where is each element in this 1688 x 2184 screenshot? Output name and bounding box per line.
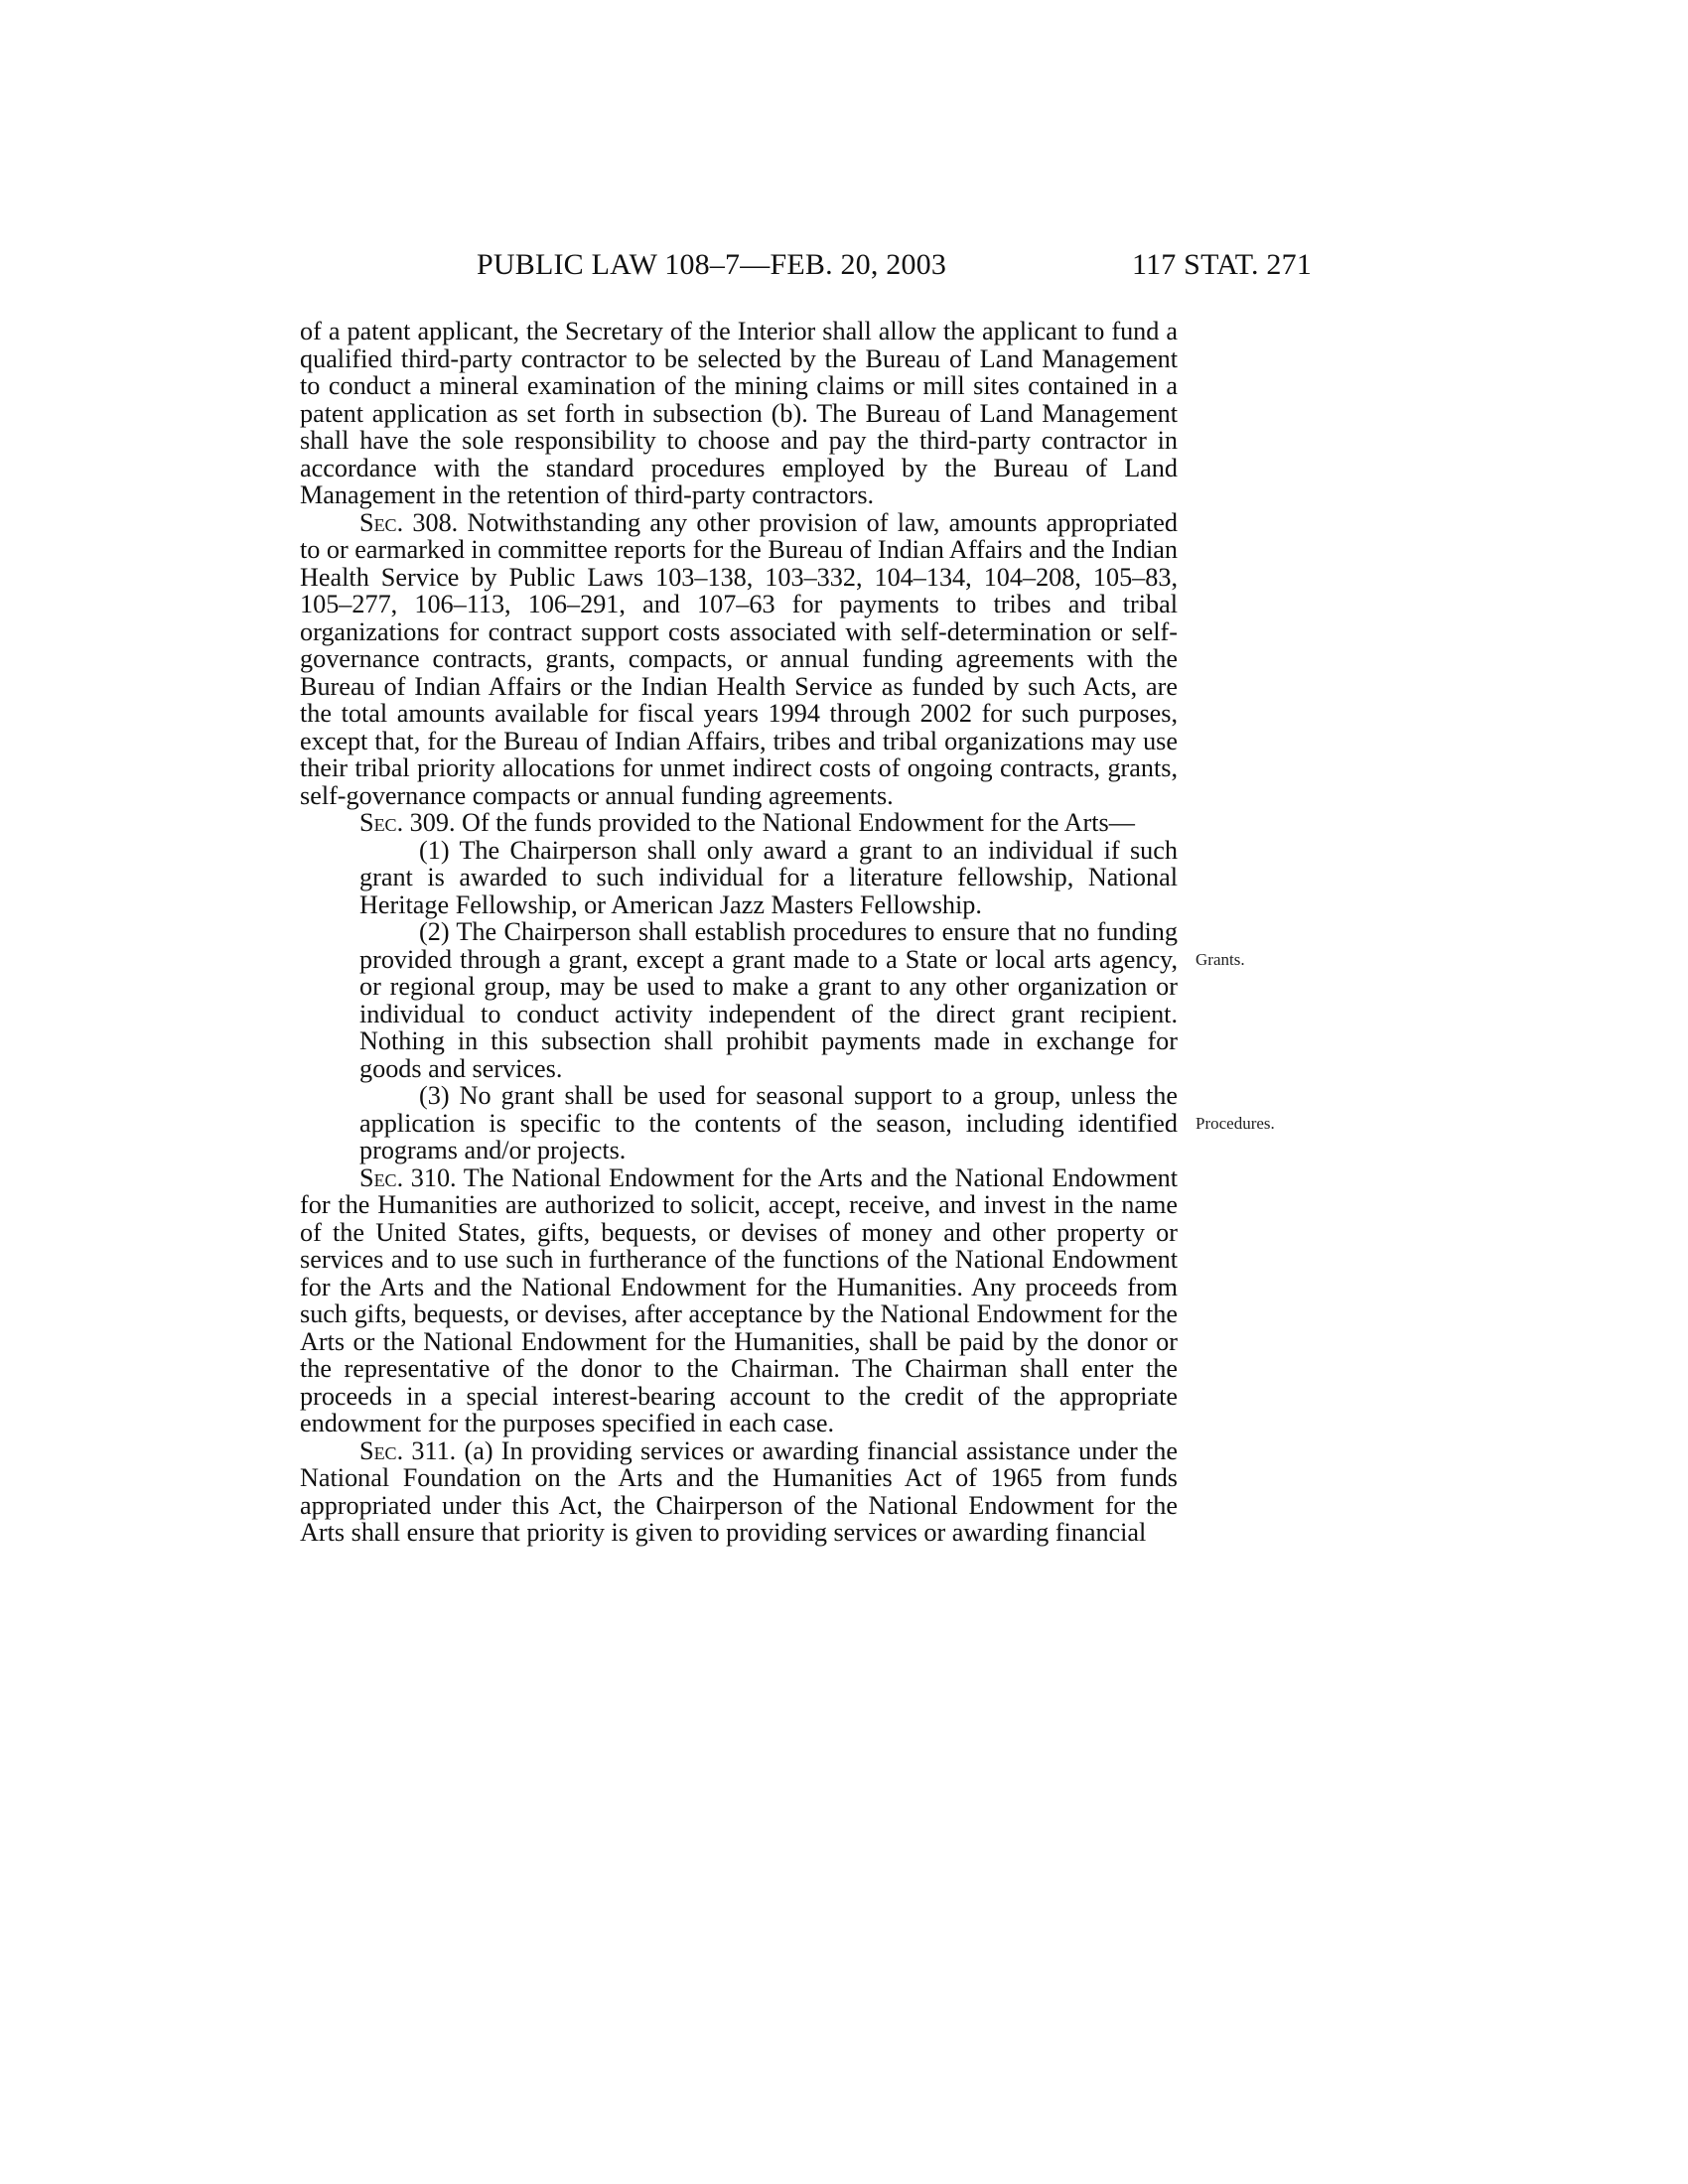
margin-note-grants: Grants.	[1196, 950, 1245, 969]
section-311-label: Sec. 311.	[359, 1435, 457, 1465]
section-308-text: Notwithstanding any other provision of law, amounts appropriated to or earmarked in committee reports for the Bureau of Indian Affairs and the Indian Health Service by Public Laws 103–138, 103–332, 104–134, 104–208, 105–83, 105–277, 106–113, 106–291, and 107–63 for payments to tribes and tribal organizations for contract support costs associated with self-determination or self-governance contracts, grants, compacts, or annual funding agreements with the Bureau of Indian Affairs or the Indian Health Service as funded by such Acts, are the total amounts available for fiscal years 1994 through 2002 for such purposes, except that, for the Bureau of Indian Affairs, tribes and tribal organizations may use their tribal priority allocations for unmet indirect costs of ongoing contracts, grants, self-governance compacts or annual funding agreements.	[300, 507, 1179, 810]
section-310-text: The National Endowment for the Arts and the National Endowment for the Humanities are authorized to solicit, accept, receive, and invest in the name of the United States, gifts, bequests, or devises of money and other property or services and to use such in furtherance of the functions of the National Endowment for the Arts and the National Endowment for the Humanities. Any proceeds from such gifts, bequests, or devises, after acceptance by the National Endowment for the Arts or the National Endowment for the Humanities, shall be paid by the donor or the representative of the donor to the Chairman. The Chairman shall enter the proceeds in a special interest-bearing account to the credit of the appropriate endowment for the purposes specified in each case.	[300, 1162, 1178, 1437]
margin-note-procedures: Procedures.	[1196, 1114, 1275, 1133]
section-309-paragraph-1: (1) The Chairperson shall only award a grant to an individual if such grant is awarded to such individual for a literature fellowship, National Heritage Fellowship, or American Jazz Masters Fellowship.	[359, 835, 1178, 919]
continued-paragraph: of a patent applicant, the Secretary of the Interior shall allow the applicant to fund a qualified third-party contractor to be selected by the Bureau of Land Management to conduct a mineral examination of the mining claims or mill sites contained in a patent application as set forth in subsection (b). The Bureau of Land Management shall have the sole responsibility to choose and pay the third-party contractor in accordance with the standard procedures employed by the Bureau of Land Management in the retention of third-party contractors.	[300, 317, 1178, 509]
section-309-paragraph-3: (3) No grant shall be used for seasonal support to a group, unless the application is specific to the contents of the season, including identified programs and/or projects.	[359, 1081, 1178, 1164]
section-310	[300, 1164, 1178, 1437]
section-309-label: Sec. 309.	[359, 808, 456, 837]
running-header	[477, 248, 1370, 288]
section-310-label: Sec. 310.	[359, 1162, 457, 1192]
statute-page-number: 117 STAT. 271	[1132, 248, 1313, 281]
body-text	[300, 318, 1178, 1547]
public-law-citation: PUBLIC LAW 108–7—FEB. 20, 2003	[477, 248, 947, 281]
section-309	[300, 809, 1178, 837]
section-311-text: (a) In providing services or awarding financial assistance under the National Foundation on the Arts and the Humanities Act of 1965 from funds appropriated under this Act, the Chairperson of the National Endowment for the Arts shall ensure that priority is given to providing services or awarding financial	[300, 1435, 1179, 1547]
section-308	[300, 509, 1178, 810]
section-311	[300, 1437, 1178, 1547]
section-309-paragraph-2: (2) The Chairperson shall establish procedures to ensure that no funding provided through a grant, except a grant made to a State or local arts agency, or regional group, may be used to make a grant to any other organization or individual to conduct activity independent of the direct grant recipient. Nothing in this subsection shall prohibit payments made in exchange for goods and services.	[359, 917, 1178, 1083]
section-308-label: Sec. 308.	[359, 507, 459, 537]
section-309-text: Of the funds provided to the National Endowment for the Arts—	[455, 808, 1135, 837]
